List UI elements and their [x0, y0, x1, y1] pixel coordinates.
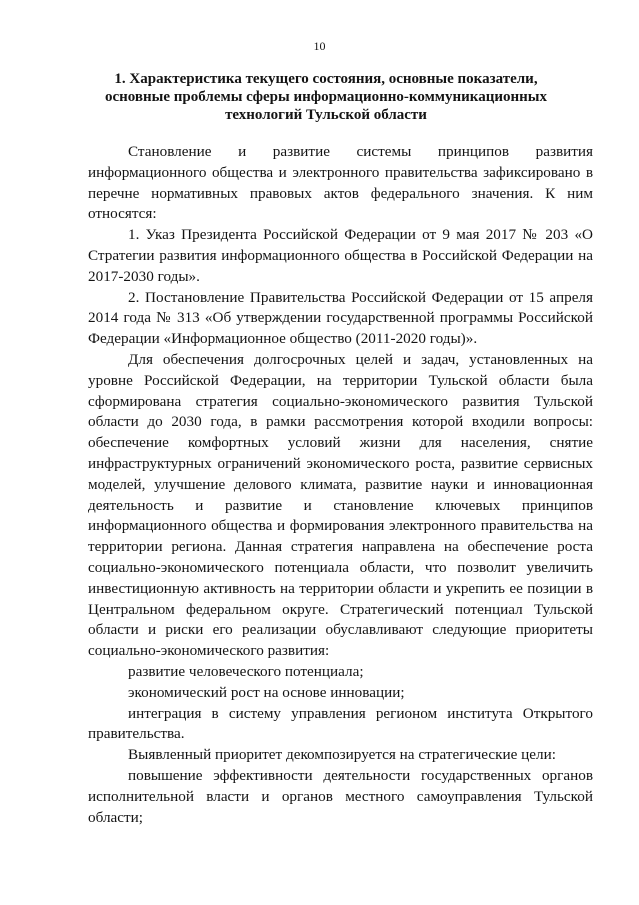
heading-line-2: основные проблемы сферы информационно-коммуникационных [105, 89, 547, 105]
section-heading [88, 70, 564, 124]
page-number: 10 [313, 39, 326, 53]
paragraph-intro: Становление и развитие системы принципов развития информационного общества и электронного правительства зафиксировано в перечне нормативных правовых актов федерального значения. К ним относятся: [88, 143, 593, 223]
list-item-priority-1: развитие человеческого потенциала; [128, 662, 364, 680]
heading-line-3: технологий Тульской области [225, 107, 427, 123]
body-text [88, 142, 593, 828]
heading-line-1: 1. Характеристика текущего состояния, основные показатели, [114, 71, 538, 87]
list-item-priority-2: экономический рост на основе инновации; [128, 683, 405, 701]
list-item-priority-3: интеграция в систему управления регионом института Открытого правительства. [88, 704, 593, 743]
list-item-goal-1: повышение эффективности деятельности государственных органов исполнительной власти и органов местного самоуправления Тульской области; [88, 766, 593, 826]
paragraph-decree: 1. Указ Президента Российской Федерации от 9 мая 2017 № 203 «О Стратегии развития информационного общества в Российской Федерации на 2017-2030 годы». [88, 226, 593, 285]
paragraph-resolution: 2. Постановление Правительства Российской Федерации от 15 апреля 2014 года № 313 «Об утверждении государственной программы Российской Федерации «Информационное общество (2011-2020 годы)». [88, 288, 593, 348]
paragraph-strategy: Для обеспечения долгосрочных целей и задач, установленных на уровне Российской Федерации, на территории Тульской области была сформирована стратегия социально-экономического развития Тульской области до 2030 года, в рамки рассмотрения которой входили вопросы: обеспечение комфортных условий жизни для населения, снятие инфраструктурных ограничений экономического роста, развитие сервисных моделей, улучшение делового климата, развитие науки и инновационная деятельность и развитие и становление ключевых принципов информационного общества и формирования электронного правительства на территории региона. Данная стратегия направлена на обеспечение роста социально-экономического потенциала области, что позволит увеличить инвестиционную активность на территории области и укрепить ее позиции в Центральном федеральном округе. Стратегический потенциал Тульской области и риски его реализации обуславливают следующие приоритеты социально-экономического развития: [88, 350, 593, 660]
paragraph-goals-intro: Выявленный приоритет декомпозируется на стратегические цели: [128, 746, 556, 764]
